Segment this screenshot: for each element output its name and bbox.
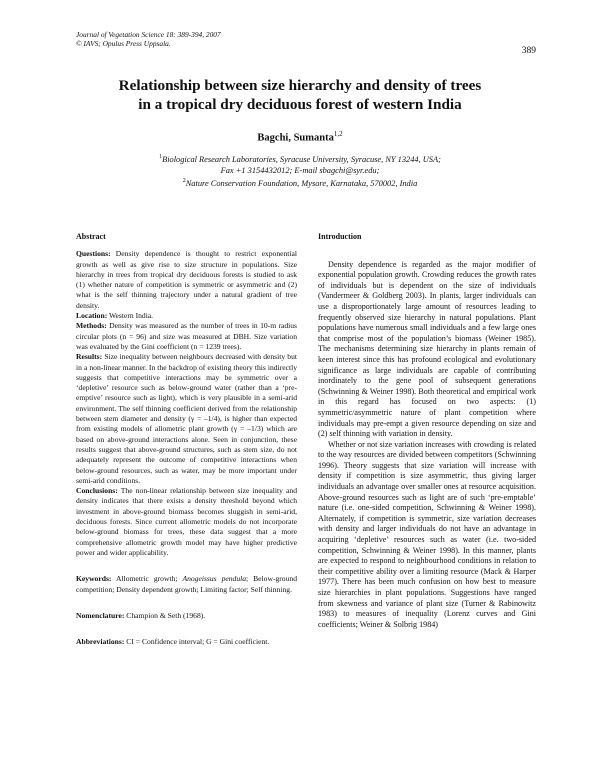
abstract-methods: Methods: Density was measured as the number of trees in 10-m radius circular plots (n = 96) and size was measured at DBH. Size variation was evaluated by the Gini coefficient (n = 1239 trees). — [76, 321, 297, 351]
journal-copyright: © IAVS; Opulus Press Uppsala. — [76, 39, 171, 48]
affiliation-2-sup: 2 — [182, 177, 186, 184]
nomenclature: Nomenclature: Champion & Seth (1968). — [76, 610, 206, 620]
right-column — [318, 232, 536, 630]
journal-header — [76, 30, 221, 48]
author-line — [0, 130, 600, 144]
abstract-results: Results: Size inequality between neighbours decreased with density but in a non-linear manner. In the backdrop of existing theory this indirectly suggests that competitive interactions may be symmetric over a ‘depletive’ resource such as below-ground water (rather than a ‘pre-emptive’ resource such as light), which is very plausible in a semi-arid environment. The self thinning coefficient derived from the relationship between stem diameter and density (γ = –1/4), is higher than expected from existing models of allometric plant growth (γ = –1/3) which are based on above-ground interactions alone. Seen in conjunction, these results suggest that above-ground structures, such as stem size, do not adequately represent the outcome of competitive interactions when below-ground resources, such as water, may be more important under semi-arid conditions. — [76, 352, 297, 485]
article-title — [70, 76, 530, 114]
abbreviations: Abbreviations: CI = Confidence interval; G = Gini coefficient. — [76, 637, 270, 647]
abstract-conclusions: Conclusions: The non-linear relationship between size inequality and density indicates that there exists a density threshold beyond which investment in above-ground biomass becomes sluggish in semi-arid, deciduous forests. Since current allometric models do not incorporate below-ground biomass for trees, these data suggest that a more comprehensive allometric growth model may have higher predictive power and wider applicability. — [76, 486, 297, 557]
affiliation-1-sup: 1 — [159, 154, 163, 160]
introduction-heading: Introduction — [318, 232, 362, 241]
journal-citation: Journal of Vegetation Science 18: 389-394, 2007 — [76, 30, 221, 39]
keyword-species: Anogeissus pendula — [182, 574, 247, 584]
author-sup: 1,2 — [333, 130, 343, 138]
abstract-heading: Abstract — [76, 232, 106, 241]
page-number: 389 — [521, 46, 536, 56]
left-column — [76, 232, 297, 647]
affiliation-1-line-1: $^1$Biological Research Laboratories, Syracuse University, Syracuse, NY 13244, USA; — [159, 154, 441, 164]
title-line-1: Relationship between size hierarchy and density of trees — [118, 77, 482, 94]
introduction-paragraph-2: Whether or not size variation increases with crowding is related to the way resources are divided between competitors (Schwinning 1996). Theory suggests that size variation will increase with density if competition is size asymmetric, thus giving larger individuals an advantage over smaller ones at resource acquisition. Above-ground resources such as light are of such ‘pre-emptable’ nature (i.e. one-sided competition, Schwinning & Weiner 1998). Alternately, if competition is symmetric, size variation decreases with density and larger individuals do not have an advantage in acquiring ‘depletive’ resources such as water (i.e. two-sided competition, Schwinning & Weiner 1998). In this manner, plants are expected to respond to neighbourhood conditions in relation to their competitive ability over a limiting resource (Mack & Harper 1977). There has been much confusion on how best to measure size hierarchies in plant populations. Suggestions have ranged from skewness and variance of plant size (Turner & Rabinowitz 1983) to measures of inequality (Lorenz curves and Gini coefficients; Weiner & Solbrig 1984) — [318, 439, 536, 629]
author-name: Bagchi, Sumanta — [257, 132, 334, 144]
introduction-paragraph-1: Density dependence is regarded as the major modifier of exponential population growth. Crowding reduces the growth rates of individuals but is dependent on the size of individuals (Vandermeer & Goldberg 2003). In plants, larger individuals can use a disproportionately large amount of resources leading to frequently observed size hierarchy in natural populations. Plant populations have numerous small individuals and a few large ones that comprise most of the population’s biomass (Weiner 1985). The mechanisms determining size hierarchy in plants remain of keen interest since this has profound ecological and evolutionary significance as large individuals are capable of contributing inordinately to the gene pool of subsequent generations (Schwinning & Weiner 1998). Both theoretical and empirical work in this regard has focused on two aspects: (1) symmetric/asymmetric nature of plant competition where individuals may pre-empt a given resource depending on size and (2) self thinning with variation in density. — [318, 259, 536, 439]
affiliation-1-line-2: Fax +1 3154432012; E-mail sbagchi@syr.edu; — [220, 165, 380, 175]
title-line-2: in a tropical dry deciduous forest of western India — [138, 96, 462, 113]
abstract-location: Location: Western India. — [76, 311, 154, 321]
affiliations — [120, 152, 480, 189]
affiliation-2-line-1: $^2$Nature Conservation Foundation, Mysore, Karnataka, 570002, India — [182, 177, 418, 188]
abstract-questions: Questions: Density dependence is thought to restrict exponential growth as well as give rise to size structure in populations. Size hierarchy in trees from tropical dry deciduous forests is studied to ask (1) whether nature of competition is symmetric or asymmetric and (2) what is the self thinning trajectory under a natural gradient of tree density. — [76, 249, 297, 310]
keywords: Keywords: Allometric growth; Anogeissus pendula; Below-ground competition; Density dependent growth; Limiting factor; Self thinning. — [76, 574, 297, 594]
